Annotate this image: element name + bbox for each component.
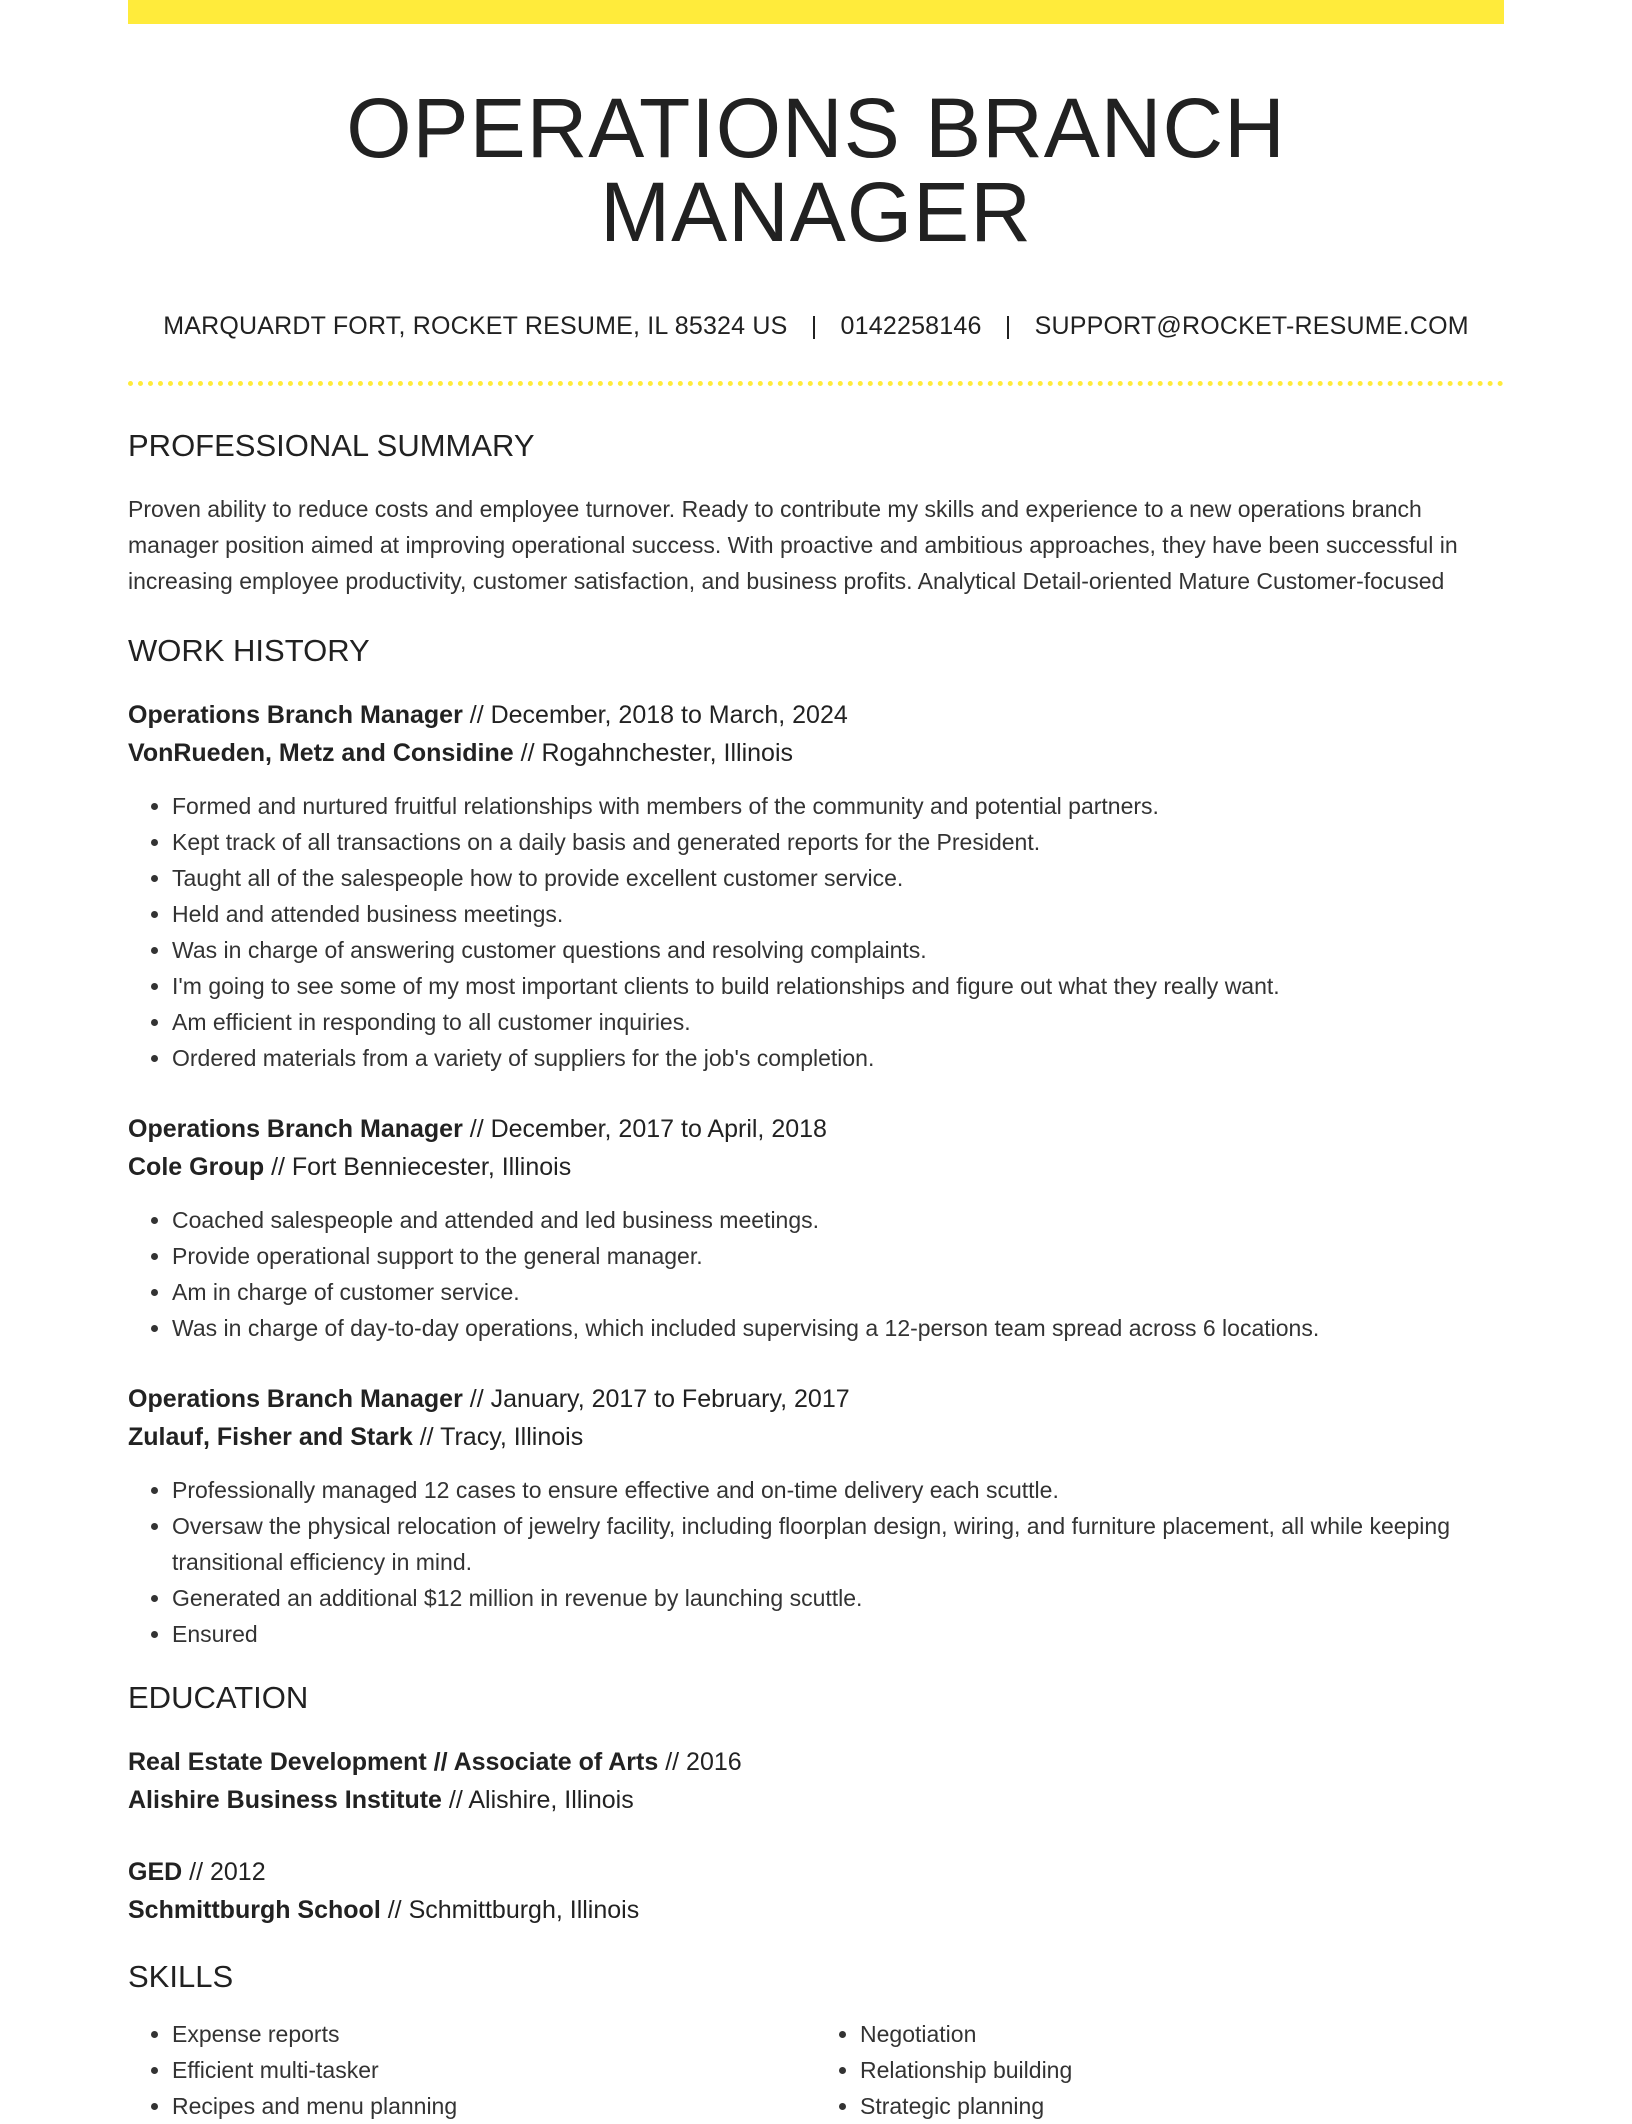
education-entry: [128, 1743, 1504, 1819]
job-bullets: [128, 1202, 1504, 1346]
job-company-line: [128, 734, 1504, 772]
skills-heading: SKILLS: [128, 1959, 234, 1994]
skill-item: • Efficient multi-tasker: [172, 2052, 816, 2088]
job-bullet: • Ensured: [172, 1616, 1504, 1652]
skill-item: • Recipes and menu planning: [172, 2088, 816, 2124]
job-bullet: • Formed and nurtured fruitful relationships with members of the community and potential partners.: [172, 788, 1504, 824]
contact-address: MARQUARDT FORT, ROCKET RESUME, IL 85324 US: [163, 312, 788, 340]
accent-top-bar: [128, 0, 1504, 24]
contact-separator: |: [810, 312, 818, 340]
job-company: Zulauf, Fisher and Stark: [128, 1423, 413, 1451]
job-company-line: [128, 1148, 1504, 1186]
education-degree-line: [128, 1853, 1504, 1891]
education-degree: Real Estate Development // Associate of Arts: [128, 1748, 659, 1776]
job-bullet: • Professionally managed 12 cases to ensure effective and on-time delivery each scuttle.: [172, 1472, 1504, 1508]
job-bullet: • Am efficient in responding to all customer inquiries.: [172, 1004, 1504, 1040]
job-bullet: • Kept track of all transactions on a daily basis and generated reports for the President.: [172, 824, 1504, 860]
job-location: // Fort Benniecester, Illinois: [271, 1153, 572, 1181]
job-role-line: [128, 1380, 1504, 1418]
job-dates: // December, 2017 to April, 2018: [469, 1115, 827, 1143]
skills-list-left: [128, 2016, 816, 2124]
education-heading: EDUCATION: [128, 1680, 309, 1715]
job-role: Operations Branch Manager: [128, 701, 463, 729]
job-bullet: • I'm going to see some of my most important clients to build relationships and figure out what they really want.: [172, 968, 1504, 1004]
job-role-line: [128, 696, 1504, 734]
education-year: // 2016: [665, 1748, 742, 1776]
job-bullet: • Oversaw the physical relocation of jewelry facility, including floorplan design, wiring, and furniture placement, all while keeping transitional efficiency in mind.: [172, 1508, 1504, 1580]
skill-item: • Strategic planning: [860, 2088, 1504, 2124]
job-bullet: • Taught all of the salespeople how to provide excellent customer service.: [172, 860, 1504, 896]
dotted-divider: [128, 381, 1504, 386]
job-bullet: • Generated an additional $12 million in revenue by launching scuttle.: [172, 1580, 1504, 1616]
job-bullet: • Am in charge of customer service.: [172, 1274, 1504, 1310]
job-dates: // December, 2018 to March, 2024: [469, 701, 848, 729]
job-entry: [128, 1380, 1504, 1652]
contact-phone: 0142258146: [840, 312, 982, 340]
education-school: Alishire Business Institute: [128, 1786, 442, 1814]
job-role-line: [128, 1110, 1504, 1148]
summary-text: Proven ability to reduce costs and employee turnover. Ready to contribute my skills and experience to a new operations branch manager position aimed at improving operational success. With proactive and ambitious approaches, they have been successful in increasing employee productivity, customer satisfaction, and business profits. Analytical Detail-oriented Mature Customer-focused: [128, 496, 1458, 594]
job-company-line: [128, 1418, 1504, 1456]
work-history-heading: WORK HISTORY: [128, 633, 370, 668]
job-dates: // January, 2017 to February, 2017: [469, 1385, 850, 1413]
resume-page: [128, 0, 1504, 2124]
job-bullet: • Held and attended business meetings.: [172, 896, 1504, 932]
skills-columns: [128, 2016, 1504, 2124]
job-bullet: • Coached salespeople and attended and led business meetings.: [172, 1202, 1504, 1238]
education-location: // Schmittburgh, Illinois: [387, 1896, 640, 1924]
job-role: Operations Branch Manager: [128, 1385, 463, 1413]
contact-email: SUPPORT@ROCKET-RESUME.COM: [1034, 312, 1469, 340]
education-location: // Alishire, Illinois: [448, 1786, 634, 1814]
resume-name-title: OPERATIONS BRANCH MANAGER: [346, 81, 1286, 259]
contact-line: [128, 312, 1504, 341]
job-entry: [128, 696, 1504, 1076]
job-location: // Rogahnchester, Illinois: [520, 739, 794, 767]
education-degree: GED: [128, 1858, 183, 1886]
job-bullets: [128, 1472, 1504, 1652]
skill-item: • Relationship building: [860, 2052, 1504, 2088]
job-company: VonRueden, Metz and Considine: [128, 739, 514, 767]
job-bullets: [128, 788, 1504, 1076]
skill-item: • Expense reports: [172, 2016, 816, 2052]
education-year: // 2012: [189, 1858, 266, 1886]
job-entry: [128, 1110, 1504, 1346]
job-location: // Tracy, Illinois: [419, 1423, 584, 1451]
education-degree-line: [128, 1743, 1504, 1781]
skills-list-right: [816, 2016, 1504, 2124]
job-company: Cole Group: [128, 1153, 265, 1181]
job-bullet: • Was in charge of answering customer questions and resolving complaints.: [172, 932, 1504, 968]
skill-item: • Negotiation: [860, 2016, 1504, 2052]
job-bullet: • Provide operational support to the general manager.: [172, 1238, 1504, 1274]
summary-heading: PROFESSIONAL SUMMARY: [128, 428, 535, 463]
contact-separator: |: [1004, 312, 1012, 340]
job-bullet: • Was in charge of day-to-day operations, which included supervising a 12-person team spread across 6 locations.: [172, 1310, 1504, 1346]
education-school: Schmittburgh School: [128, 1896, 381, 1924]
job-bullet: • Ordered materials from a variety of suppliers for the job's completion.: [172, 1040, 1504, 1076]
job-role: Operations Branch Manager: [128, 1115, 463, 1143]
education-entry: [128, 1853, 1504, 1929]
education-school-line: [128, 1891, 1504, 1929]
education-school-line: [128, 1781, 1504, 1819]
